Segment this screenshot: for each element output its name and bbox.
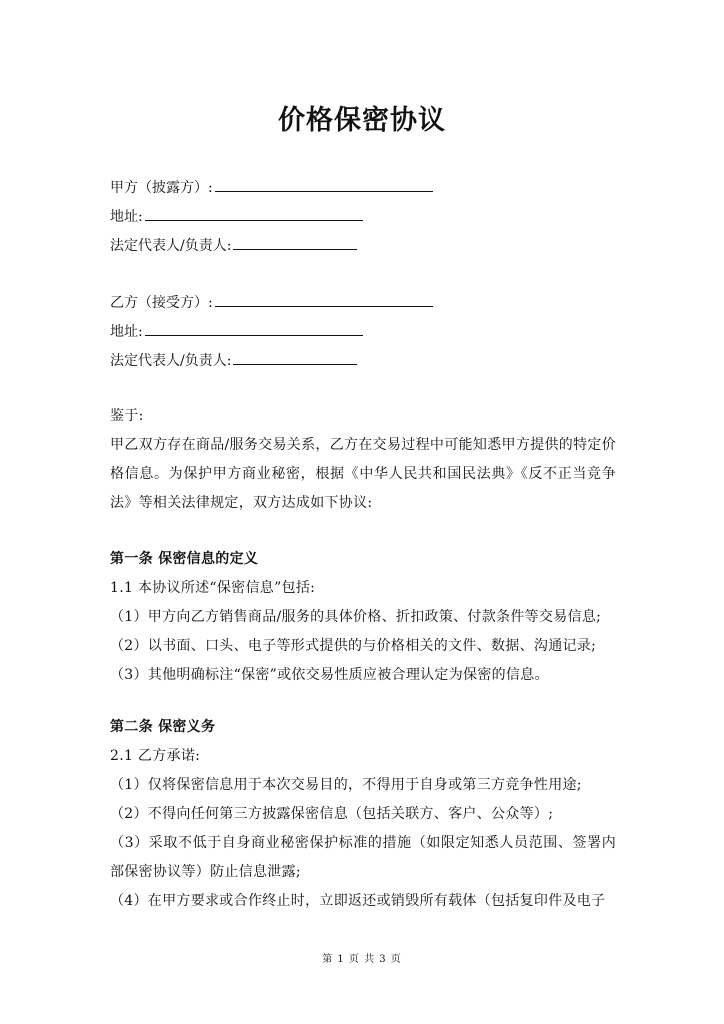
party-a-rep-line — [110, 235, 357, 256]
recital-heading: 鉴于: — [110, 408, 144, 424]
article-2-item: （1）仅将保密信息用于本次交易目的，不得用于自身或第三方竞争性用途; — [110, 777, 582, 793]
party-b-address-blank[interactable] — [145, 321, 363, 336]
party-a-address-label: 地址: — [110, 209, 143, 225]
party-b-address-label: 地址: — [110, 324, 143, 340]
recital-section — [110, 402, 616, 518]
article-1-heading: 第一条 保密信息的定义 — [110, 551, 259, 567]
party-b-rep-line — [110, 350, 357, 371]
article-2-item: （2）不得向任何第三方披露保密信息（包括关联方、客户、公众等）; — [110, 806, 554, 822]
article-2-intro: 2.1 乙方承诺: — [110, 748, 201, 764]
party-a-rep-label: 法定代表人/负责人: — [110, 238, 232, 254]
party-a-address-line — [110, 206, 363, 227]
party-b-address-line — [110, 321, 363, 342]
party-b-rep-label: 法定代表人/负责人: — [110, 353, 232, 369]
article-2-item: （4）在甲方要求或合作终止时，立即返还或销毁所有载体（包括复印件及电子 — [110, 893, 606, 909]
article-2-heading: 第二条 保密义务 — [110, 719, 216, 735]
party-a-name-blank[interactable] — [215, 177, 433, 192]
article-1-item: （3）其他明确标注“保密”或依交易性质应被合理认定为保密的信息。 — [110, 667, 549, 683]
article-2-item: （3）采取不低于自身商业秘密保护标准的措施（如限定知悉人员范围、签署内部保密协议等）防止信息泄露; — [110, 835, 616, 880]
party-b-name-label: 乙方（接受方）: — [110, 295, 213, 311]
document-title: 价格保密协议 — [278, 105, 446, 136]
party-a-name-label: 甲方（披露方）: — [110, 180, 213, 196]
party-b-name-blank[interactable] — [215, 292, 433, 307]
recital-text: 甲乙双方存在商品/服务交易关系，乙方在交易过程中可能知悉甲方提供的特定价格信息。为保护甲方商业秘密，根据《中华人民共和国民法典》《反不正当竞争法》等相关法律规定，双方达成如下协议: — [110, 437, 616, 511]
party-b-name-line — [110, 292, 433, 313]
party-a-address-blank[interactable] — [145, 206, 363, 221]
article-1-item: （2）以书面、口头、电子等形式提供的与价格相关的文件、数据、沟通记录; — [110, 638, 597, 654]
page-footer: 第 1 页 共 3 页 — [322, 954, 402, 965]
party-a-name-line — [110, 177, 433, 198]
article-1-item: （1）甲方向乙方销售商品/服务的具体价格、折扣政策、付款条件等交易信息; — [110, 609, 602, 625]
article-1-intro: 1.1 本协议所述“保密信息”包括: — [110, 580, 316, 596]
article-1-section — [110, 545, 616, 690]
article-2-section — [110, 713, 616, 916]
party-a-rep-blank[interactable] — [233, 235, 357, 250]
party-b-rep-blank[interactable] — [233, 350, 357, 365]
